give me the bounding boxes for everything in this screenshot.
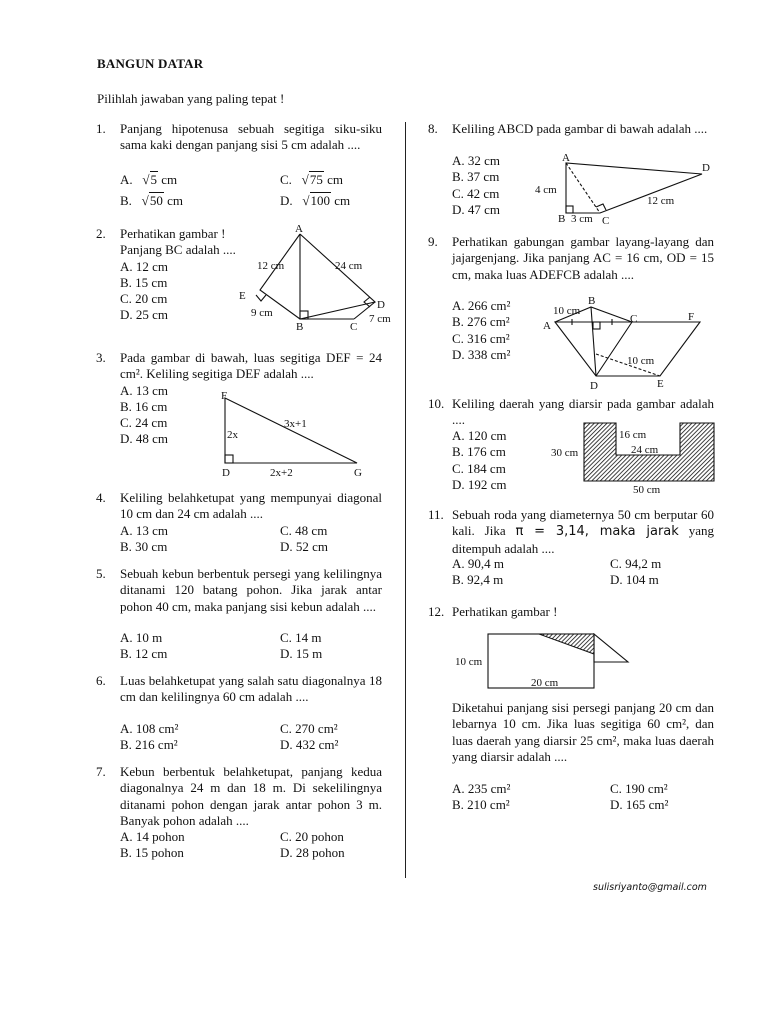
- label-ab: 10 cm: [553, 305, 581, 317]
- instruction: Pilihlah jawaban yang paling tepat !: [97, 91, 285, 106]
- option-c[interactable]: C. 48 cm: [280, 523, 328, 538]
- option-b[interactable]: B. 37 cm: [452, 169, 500, 185]
- option-c[interactable]: C. 190 cm²: [610, 781, 668, 796]
- option-d[interactable]: D. 192 cm: [452, 476, 507, 492]
- option-b[interactable]: B. 30 cm: [120, 539, 168, 554]
- vertex-c: C: [630, 313, 638, 325]
- label-cd: 12 cm: [647, 195, 675, 207]
- option-a[interactable]: A. 90,4 m: [452, 556, 504, 571]
- question-number: 4.: [96, 490, 106, 505]
- question-number: 7.: [96, 764, 106, 779]
- figure-q9: [540, 292, 720, 392]
- option-a[interactable]: A. 13 cm: [120, 523, 169, 538]
- question-text: Sebuah roda yang diameternya 50 cm berputar 60 kali. Jika π = 3,14, maka jarak yang ditempuh adalah ....: [452, 507, 715, 556]
- option-c[interactable]: C. 316 cm²: [452, 330, 510, 346]
- option-b[interactable]: B. 176 cm: [452, 444, 506, 460]
- question-line-2: Panjang BC adalah ....: [120, 242, 236, 258]
- question-text: Diketahui panjang sisi persegi panjang 20 cm dan lebarnya 10 cm. Jika luas segitiga 60 cm², dan luas daerah yang diarsir 25 cm², maka luas daerah yang diarsir adalah ....: [452, 700, 714, 764]
- sqrt-icon: √50: [141, 193, 163, 208]
- vertex-d: D: [222, 467, 230, 479]
- vertex-d: D: [702, 162, 710, 174]
- question-text: Luas belahketupat yang salah satu diagonalnya 18 cm dan kelilingnya 60 cm adalah ....: [120, 673, 382, 705]
- label-ae: 12 cm: [257, 260, 285, 272]
- question-5: [96, 566, 382, 615]
- figure-q2: [230, 222, 410, 337]
- option-d[interactable]: D. 25 cm: [120, 307, 169, 323]
- vertex-b: B: [588, 295, 596, 307]
- options-q10: [452, 428, 542, 493]
- question-text: Keliling daerah yang diarsir pada gambar adalah ....: [452, 396, 714, 428]
- option-b[interactable]: B. 216 cm²: [120, 737, 178, 752]
- label-height: 30 cm: [551, 447, 579, 459]
- option-c[interactable]: C. 24 cm: [120, 415, 168, 431]
- question-number: 12.: [428, 604, 445, 619]
- label-height: 10 cm: [455, 656, 483, 668]
- question-11: [428, 507, 715, 557]
- question-4: [96, 490, 382, 523]
- question-text: Keliling ABCD pada gambar di bawah adalah ....: [452, 121, 708, 136]
- option-a[interactable]: A. 108 cm²: [120, 721, 179, 736]
- figure-q12: [452, 628, 642, 698]
- question-text: Panjang hipotenusa sebuah segitiga siku-siku sama kaki dengan panjang sisi 5 cm adalah ....: [120, 121, 382, 153]
- question-number: 8.: [428, 121, 438, 136]
- question-text: Kebun berbentuk belahketupat, panjang kedua diagonalnya 24 m dan 18 m. Di sekelilingnya ditanami pohon dengan jarak antar pohon 3 m. Banyak pohon adalah ....: [120, 764, 382, 828]
- question-1: [96, 121, 382, 154]
- vertex-c: C: [350, 321, 358, 333]
- question-number: 10.: [428, 396, 445, 411]
- option-c[interactable]: C. √75 cm: [280, 172, 343, 187]
- option-a[interactable]: A. 10 m: [120, 630, 163, 645]
- option-c[interactable]: C. 20 pohon: [280, 829, 344, 844]
- option-b[interactable]: B. 210 cm²: [452, 797, 510, 812]
- option-b[interactable]: B. 92,4 m: [452, 572, 504, 587]
- question-line-1: Perhatikan gambar !: [452, 604, 558, 619]
- label-ab: 4 cm: [535, 184, 557, 196]
- vertex-e: E: [657, 378, 664, 390]
- label-notch-width: 24 cm: [631, 444, 659, 456]
- vertex-e: E: [239, 290, 246, 302]
- options-q8: [452, 153, 532, 218]
- question-line-1: Perhatikan gambar !: [120, 226, 226, 241]
- footer-email: sulisriyanto@gmail.com: [593, 882, 707, 893]
- label-notch-height: 16 cm: [619, 429, 647, 441]
- option-a[interactable]: A. 266 cm²: [452, 298, 511, 313]
- question-7: [96, 764, 382, 829]
- option-d[interactable]: D. 15 m: [280, 646, 323, 661]
- vertex-a: A: [543, 320, 551, 332]
- option-b[interactable]: B. √50 cm: [120, 193, 183, 208]
- question-number: 3.: [96, 350, 106, 365]
- question-12: [428, 604, 714, 620]
- option-b[interactable]: B. 12 cm: [120, 646, 168, 661]
- label-eb: 9 cm: [251, 307, 273, 319]
- question-number: 11.: [428, 507, 444, 522]
- question-9: [428, 234, 714, 283]
- label-bc: 3 cm: [571, 213, 593, 225]
- option-a[interactable]: A. 235 cm²: [452, 781, 511, 796]
- label-de: 10 cm: [627, 355, 655, 367]
- figure-q3: [215, 385, 375, 480]
- label-width: 20 cm: [531, 677, 559, 689]
- option-c[interactable]: C. 42 cm: [452, 185, 500, 201]
- option-d[interactable]: D. 28 pohon: [280, 845, 345, 860]
- option-d[interactable]: D. 338 cm²: [452, 346, 511, 362]
- option-a[interactable]: A. √5 cm: [120, 172, 178, 187]
- vertex-c: C: [602, 215, 610, 227]
- option-c[interactable]: C. 184 cm: [452, 460, 506, 476]
- label-fd: 2x: [227, 429, 238, 441]
- option-d[interactable]: D. 432 cm²: [280, 737, 339, 752]
- label-fg: 3x+1: [284, 418, 307, 430]
- vertex-a: A: [562, 152, 570, 164]
- figure-q10: [548, 418, 718, 498]
- option-d[interactable]: D. 104 m: [610, 572, 659, 587]
- question-number: 6.: [96, 673, 106, 688]
- option-d[interactable]: D. √100 cm: [280, 193, 351, 208]
- question-12-text: [452, 700, 714, 765]
- option-a[interactable]: A. 120 cm: [452, 428, 507, 443]
- vertex-f: F: [688, 311, 695, 323]
- option-b[interactable]: B. 276 cm²: [452, 314, 510, 330]
- label-dg: 2x+2: [270, 467, 293, 479]
- option-d[interactable]: D. 48 cm: [120, 431, 169, 447]
- figure-q8: [530, 150, 730, 230]
- option-c[interactable]: C. 270 cm²: [280, 721, 338, 736]
- question-number: 1.: [96, 121, 106, 136]
- page-title: BANGUN DATAR: [97, 56, 204, 71]
- option-a[interactable]: A. 13 cm: [120, 382, 169, 398]
- question-text: Pada gambar di bawah, luas segitiga DEF = 24 cm². Keliling segitiga DEF adalah ....: [120, 350, 382, 382]
- option-c[interactable]: C. 20 cm: [120, 291, 168, 307]
- vertex-d: D: [590, 380, 598, 392]
- option-a[interactable]: A. 14 pohon: [120, 829, 185, 844]
- vertex-b: B: [296, 321, 304, 333]
- question-6: [96, 673, 382, 706]
- question-8: [428, 121, 714, 137]
- label-ad: 24 cm: [335, 260, 363, 272]
- vertex-d: D: [377, 299, 385, 311]
- label-dc: 7 cm: [369, 313, 391, 325]
- vertex-b: B: [558, 213, 566, 225]
- question-text: Perhatikan gabungan gambar layang-layang dan jajargenjang. Jika panjang AC = 16 cm, OD = 15 cm, maka luas ADEFCB adalah ....: [452, 234, 714, 282]
- sqrt-icon: √100: [302, 193, 331, 208]
- sqrt-icon: √5: [142, 172, 158, 187]
- question-number: 9.: [428, 234, 438, 249]
- option-a[interactable]: A. 32 cm: [452, 153, 501, 168]
- option-b[interactable]: B. 15 cm: [120, 274, 168, 290]
- option-d[interactable]: D. 165 cm²: [610, 797, 669, 812]
- option-b[interactable]: B. 15 pohon: [120, 845, 184, 860]
- option-c[interactable]: C. 14 m: [280, 630, 322, 645]
- question-number: 5.: [96, 566, 106, 581]
- question-number: 2.: [96, 226, 106, 241]
- vertex-f: F: [221, 390, 228, 402]
- question-text: Sebuah kebun berbentuk persegi yang kelilingnya ditanami 120 batang pohon. Jika jarak antar pohon 40 cm, maka panjang sisi kebun adalah ....: [120, 566, 382, 614]
- vertex-a: A: [295, 223, 303, 235]
- label-width: 50 cm: [633, 484, 661, 496]
- sqrt-icon: √75: [301, 172, 323, 187]
- option-b[interactable]: B. 16 cm: [120, 398, 168, 414]
- option-a[interactable]: A. 12 cm: [120, 258, 169, 274]
- options-q9: [452, 298, 542, 363]
- question-text: Keliling belahketupat yang mempunyai diagonal 10 cm dan 24 cm adalah ....: [120, 490, 382, 522]
- option-d[interactable]: D. 47 cm: [452, 201, 501, 217]
- option-c[interactable]: C. 94,2 m: [610, 556, 662, 571]
- option-d[interactable]: D. 52 cm: [280, 539, 329, 554]
- vertex-g: G: [354, 467, 362, 479]
